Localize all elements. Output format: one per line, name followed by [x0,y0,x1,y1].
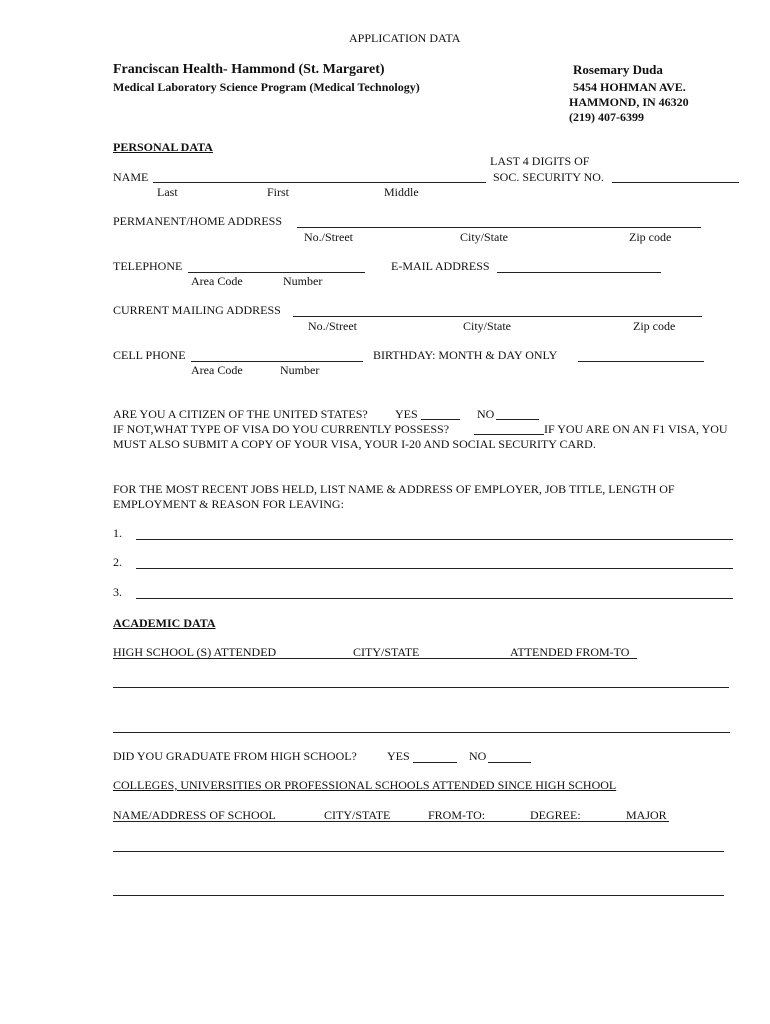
program-name: Medical Laboratory Science Program (Medical Technology) [113,80,420,94]
college-col-from-to: FROM-TO: [428,808,486,822]
cell-sub-area: Area Code [191,363,243,377]
high-school-field-1[interactable] [113,687,729,688]
citizen-yes-field[interactable] [421,419,460,420]
visa-f1-note: IF YOU ARE ON AN F1 VISA, YOU [544,422,728,436]
permanent-address-label: PERMANENT/HOME ADDRESS [113,214,283,228]
email-label: E-MAIL ADDRESS [391,259,490,273]
citizen-no-label: NO [477,407,495,421]
mailing-address-label: CURRENT MAILING ADDRESS [113,303,281,317]
name-label: NAME [113,170,149,184]
personal-data-heading: PERSONAL DATA [113,140,213,154]
cell-phone-label: CELL PHONE [113,348,186,362]
graduate-no-label: NO [469,749,487,763]
telephone-field[interactable] [188,272,365,273]
org-name: Franciscan Health- Hammond (St. Margaret) [113,62,385,77]
college-col-major: MAJOR [626,808,667,822]
contact-phone: (219) 407-6399 [569,110,644,124]
job-field-3[interactable] [136,598,733,599]
cell-phone-field[interactable] [191,361,363,362]
mail-sub-zip: Zip code [633,319,676,333]
citizen-question: ARE YOU A CITIZEN OF THE UNITED STATES? [113,407,368,421]
perm-sub-street: No./Street [304,230,353,244]
name-sub-middle: Middle [384,185,419,199]
citizen-yes-label: YES [395,407,418,421]
permanent-address-field[interactable] [297,227,701,228]
college-col-city: CITY/STATE [324,808,391,822]
college-header-underline [113,821,669,822]
birthday-label: BIRTHDAY: MONTH & DAY ONLY [373,348,558,362]
ssn-field[interactable] [612,182,739,183]
ssn-label-line-1: LAST 4 DIGITS OF [490,154,590,168]
job-number-1: 1. [113,526,122,540]
form-title: APPLICATION DATA [349,31,461,45]
name-sub-last: Last [157,185,178,199]
mail-sub-street: No./Street [308,319,357,333]
email-field[interactable] [497,272,661,273]
contact-street: 5454 HOHMAN AVE. [573,80,686,94]
name-field[interactable] [153,182,486,183]
graduate-question: DID YOU GRADUATE FROM HIGH SCHOOL? [113,749,357,763]
contact-city: HAMMOND, IN 46320 [569,95,689,109]
colleges-heading: COLLEGES, UNIVERSITIES OR PROFESSIONAL SCHOOLS ATTENDED SINCE HIGH SCHOOL [113,778,617,792]
jobs-instruction-line-2: EMPLOYMENT & REASON FOR LEAVING: [113,497,344,511]
ssn-label-line-2: SOC. SECURITY NO. [493,170,604,184]
hs-col-from-to: ATTENDED FROM-TO [510,645,630,659]
graduate-yes-label: YES [387,749,410,763]
contact-name: Rosemary Duda [573,62,663,77]
graduate-no-field[interactable] [488,762,531,763]
mail-sub-city: City/State [463,319,511,333]
telephone-label: TELEPHONE [113,259,183,273]
college-field-1[interactable] [113,851,724,852]
visa-submit-note: MUST ALSO SUBMIT A COPY OF YOUR VISA, YOUR I-20 AND SOCIAL SECURITY CARD. [113,437,596,451]
visa-type-field[interactable] [474,434,544,435]
birthday-field[interactable] [578,361,704,362]
hs-col-attended: HIGH SCHOOL (S) ATTENDED [113,645,277,659]
cell-sub-number: Number [280,363,320,377]
job-number-2: 2. [113,555,122,569]
job-number-3: 3. [113,585,122,599]
high-school-field-2[interactable] [113,732,730,733]
hs-col-city: CITY/STATE [353,645,420,659]
perm-sub-city: City/State [460,230,508,244]
job-field-1[interactable] [136,539,733,540]
name-sub-first: First [267,185,290,199]
job-field-2[interactable] [136,568,733,569]
college-col-name: NAME/ADDRESS OF SCHOOL [113,808,276,822]
phone-sub-area: Area Code [191,274,243,288]
visa-question: IF NOT,WHAT TYPE OF VISA DO YOU CURRENTLY POSSESS? [113,422,450,436]
phone-sub-number: Number [283,274,323,288]
mailing-address-field[interactable] [293,316,702,317]
academic-data-heading: ACADEMIC DATA [113,616,216,630]
college-field-2[interactable] [113,895,724,896]
jobs-instruction-line-1: FOR THE MOST RECENT JOBS HELD, LIST NAME & ADDRESS OF EMPLOYER, JOB TITLE, LENGTH OF [113,482,675,496]
college-col-degree: DEGREE: [530,808,581,822]
hs-header-underline [113,658,637,659]
graduate-yes-field[interactable] [413,762,457,763]
citizen-no-field[interactable] [496,419,539,420]
perm-sub-zip: Zip code [629,230,672,244]
